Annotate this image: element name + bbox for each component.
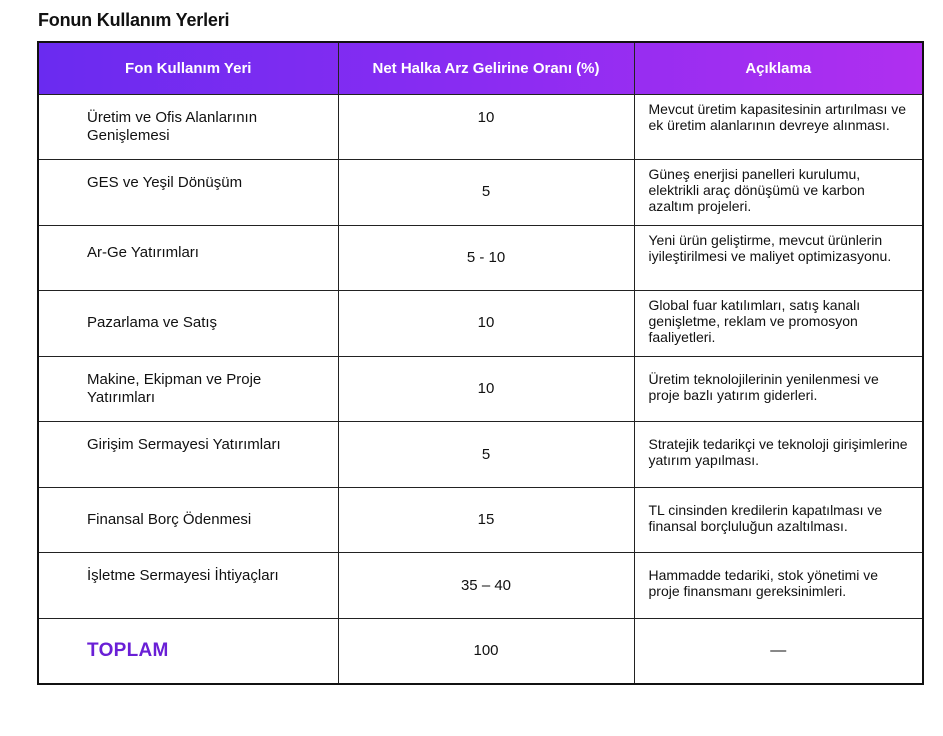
- row-place: İşletme Sermayesi İhtiyaçları: [38, 553, 338, 619]
- row-ratio: 5 - 10: [338, 225, 634, 291]
- row-description: Global fuar katılımları, satış kanalı genişletme, reklam ve promosyon faaliyetleri.: [634, 291, 923, 357]
- row-ratio: 5: [338, 160, 634, 226]
- page-title: Fonun Kullanım Yerleri: [38, 10, 230, 30]
- total-row: [38, 618, 923, 684]
- row-place: Pazarlama ve Satış: [38, 291, 338, 357]
- row-description: Güneş enerjisi panelleri kurulumu, elektrikli araç dönüşümü ve karbon azaltım projeleri.: [634, 160, 923, 226]
- row-ratio: 10: [338, 94, 634, 160]
- table-row: [38, 422, 923, 488]
- total-label: TOPLAM: [38, 618, 338, 684]
- header-ratio: Net Halka Arz Gelirine Oranı (%): [338, 42, 634, 94]
- row-ratio: 10: [338, 291, 634, 357]
- table-row: [38, 94, 923, 160]
- total-description: —: [634, 618, 923, 684]
- header-description: Açıklama: [634, 42, 923, 94]
- row-description: Mevcut üretim kapasitesinin artırılması ve ek üretim alanlarının devreye alınması.: [634, 94, 923, 160]
- table-row: [38, 487, 923, 553]
- row-place: Makine, Ekipman ve Proje Yatırımları: [38, 356, 338, 422]
- table-row: [38, 356, 923, 422]
- header-fund-usage: Fon Kullanım Yeri: [38, 42, 338, 94]
- fund-usage-table: [37, 41, 924, 685]
- row-description: Üretim teknolojilerinin yenilenmesi ve proje bazlı yatırım giderleri.: [634, 356, 923, 422]
- row-ratio: 5: [338, 422, 634, 488]
- table-row: [38, 160, 923, 226]
- row-place: Girişim Sermayesi Yatırımları: [38, 422, 338, 488]
- row-ratio: 10: [338, 356, 634, 422]
- row-description: TL cinsinden kredilerin kapatılması ve finansal borçluluğun azaltılması.: [634, 487, 923, 553]
- row-description: Stratejik tedarikçi ve teknoloji girişimlerine yatırım yapılması.: [634, 422, 923, 488]
- table-row: [38, 553, 923, 619]
- row-place: Üretim ve Ofis Alanlarının Genişlemesi: [38, 94, 338, 160]
- row-place: Finansal Borç Ödenmesi: [38, 487, 338, 553]
- table-row: [38, 291, 923, 357]
- row-place: Ar-Ge Yatırımları: [38, 225, 338, 291]
- row-ratio: 35 – 40: [338, 553, 634, 619]
- row-description: Hammadde tedariki, stok yönetimi ve proje finansmanı gereksinimleri.: [634, 553, 923, 619]
- row-description: Yeni ürün geliştirme, mevcut ürünlerin iyileştirilmesi ve maliyet optimizasyonu.: [634, 225, 923, 291]
- table-row: [38, 225, 923, 291]
- table-header: [38, 42, 923, 94]
- total-ratio: 100: [338, 618, 634, 684]
- row-ratio: 15: [338, 487, 634, 553]
- row-place: GES ve Yeşil Dönüşüm: [38, 160, 338, 226]
